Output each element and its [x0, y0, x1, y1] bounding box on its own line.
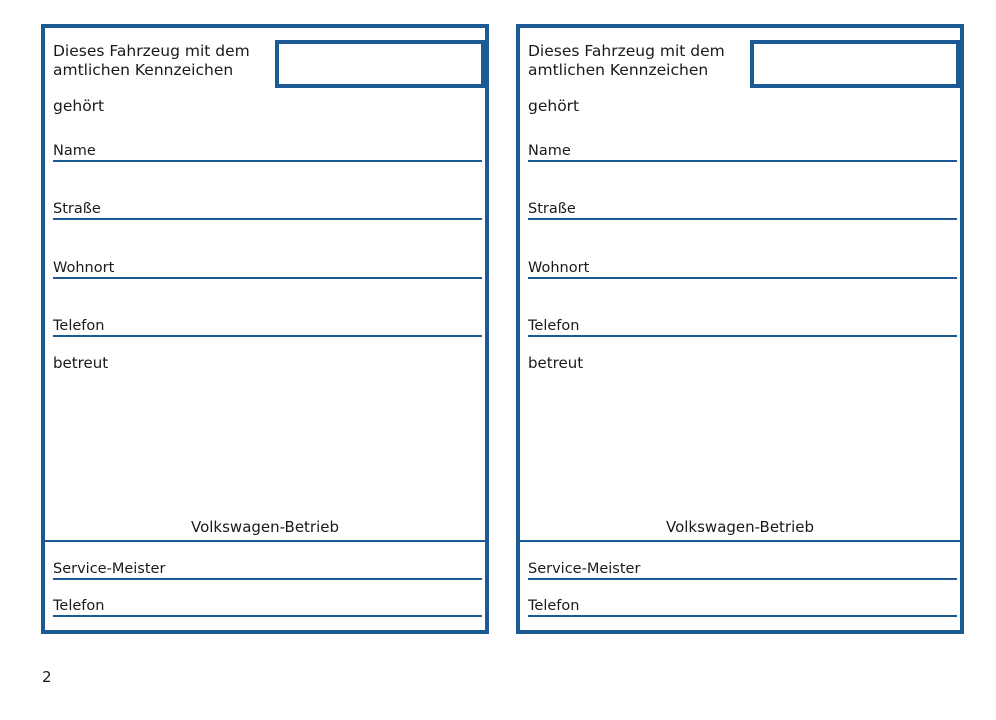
street-label: Straße: [528, 201, 576, 217]
service-master-label: Service-Meister: [53, 561, 166, 577]
service-phone-label: Telefon: [528, 598, 580, 614]
service-phone-field[interactable]: [53, 591, 482, 617]
phone-field[interactable]: [528, 311, 957, 337]
phone-field[interactable]: [53, 311, 482, 337]
page-number: 2: [42, 668, 52, 686]
name-field[interactable]: [528, 136, 957, 162]
dealer-label: Volkswagen-Betrieb: [665, 518, 815, 536]
belongs-to-label: gehört: [53, 97, 105, 115]
street-label: Straße: [53, 201, 101, 217]
phone-label: Telefon: [53, 318, 105, 334]
service-master-label: Service-Meister: [528, 561, 641, 577]
serviced-by-label: betreut: [53, 354, 109, 372]
vehicle-owner-card-right: [516, 24, 964, 634]
service-phone-label: Telefon: [53, 598, 105, 614]
card-intro-text: Dieses Fahrzeug mit dem amtlichen Kennzeichen: [53, 42, 250, 79]
belongs-to-label: gehört: [528, 97, 580, 115]
vehicle-owner-card-left: [41, 24, 489, 634]
street-field[interactable]: [53, 194, 482, 220]
name-label: Name: [528, 143, 571, 159]
service-master-field[interactable]: [53, 554, 482, 580]
city-label: Wohnort: [53, 260, 115, 276]
dealer-label: Volkswagen-Betrieb: [190, 518, 340, 536]
serviced-by-label: betreut: [528, 354, 584, 372]
license-plate-field[interactable]: [750, 40, 960, 88]
section-divider: [45, 540, 485, 542]
card-intro-text: Dieses Fahrzeug mit dem amtlichen Kennzeichen: [528, 42, 725, 79]
service-master-field[interactable]: [528, 554, 957, 580]
name-field[interactable]: [53, 136, 482, 162]
city-field[interactable]: [528, 253, 957, 279]
name-label: Name: [53, 143, 96, 159]
service-phone-field[interactable]: [528, 591, 957, 617]
license-plate-field[interactable]: [275, 40, 485, 88]
section-divider: [520, 540, 960, 542]
city-field[interactable]: [53, 253, 482, 279]
street-field[interactable]: [528, 194, 957, 220]
phone-label: Telefon: [528, 318, 580, 334]
city-label: Wohnort: [528, 260, 590, 276]
